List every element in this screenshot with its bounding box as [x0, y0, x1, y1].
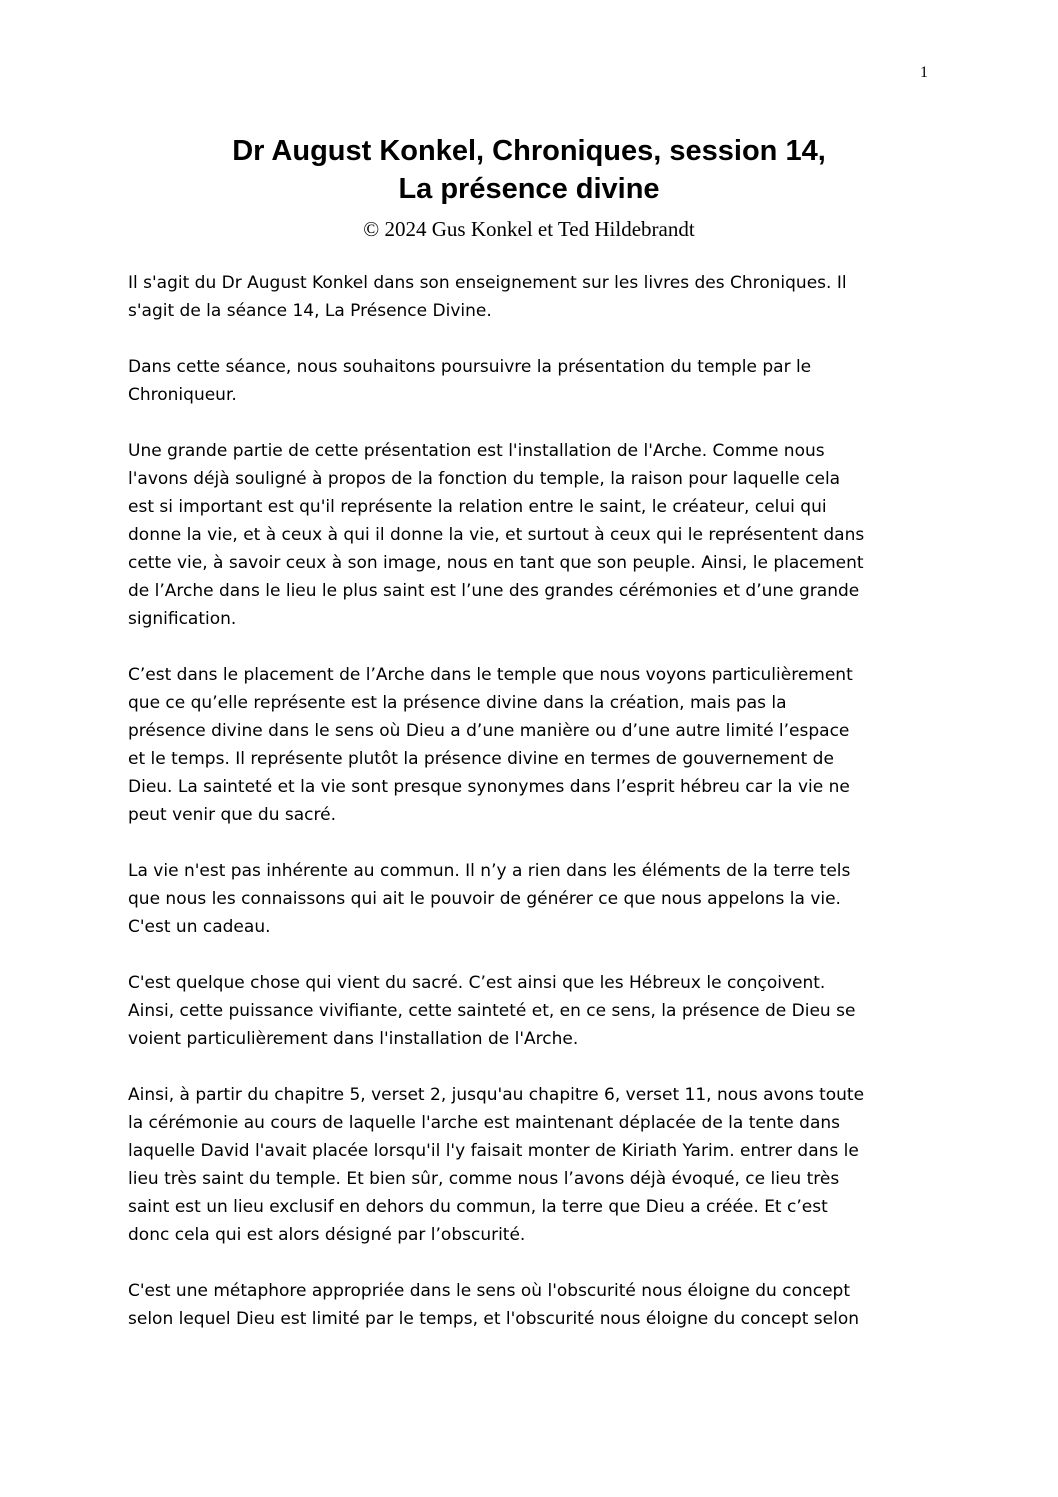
text-line: et le temps. Il représente plutôt la présence divine en termes de gouvernement de [128, 749, 834, 769]
text-line: est si important est qu'il représente la relation entre le saint, le créateur, celui qui [128, 497, 827, 517]
text-line: que nous les connaissons qui ait le pouvoir de générer ce que nous appelons la vie. [128, 889, 841, 909]
text-line: Dieu. La sainteté et la vie sont presque synonymes dans l’esprit hébreu car la vie ne [128, 777, 850, 797]
page-title-line-1: Dr August Konkel, Chroniques, session 14, [232, 135, 826, 167]
text-line: présence divine dans le sens où Dieu a d’une manière ou d’une autre limité l’espace [128, 721, 850, 741]
paragraph [128, 661, 928, 829]
text-line: saint est un lieu exclusif en dehors du commun, la terre que Dieu a créée. Et c’est [128, 1197, 828, 1217]
text-line: La vie n'est pas inhérente au commun. Il n’y a rien dans les éléments de la terre tels [128, 861, 851, 881]
paragraph [128, 353, 928, 409]
text-line: C’est dans le placement de l’Arche dans le temple que nous voyons particulièrement [128, 665, 853, 685]
text-line: laquelle David l'avait placée lorsqu'il l'y faisait monter de Kiriath Yarim. entrer dans le [128, 1141, 859, 1161]
text-line: cette vie, à savoir ceux à son image, nous en tant que son peuple. Ainsi, le placement [128, 553, 864, 573]
copyright-notice: © 2024 Gus Konkel et Ted Hildebrandt [363, 217, 695, 241]
text-line: voient particulièrement dans l'installation de l'Arche. [128, 1029, 579, 1049]
page-title [0, 132, 1058, 208]
paragraph [128, 857, 928, 941]
text-line: lieu très saint du temple. Et bien sûr, comme nous l’avons déjà évoqué, ce lieu très [128, 1169, 840, 1189]
text-line: Il s'agit du Dr August Konkel dans son enseignement sur les livres des Chroniques. Il [128, 273, 847, 293]
paragraph [128, 1277, 928, 1333]
text-line: donne la vie, et à ceux à qui il donne la vie, et surtout à ceux qui le représentent dans [128, 525, 865, 545]
text-line: C'est un cadeau. [128, 917, 271, 937]
text-line: C'est une métaphore appropriée dans le sens où l'obscurité nous éloigne du concept [128, 1281, 850, 1301]
text-line: que ce qu’elle représente est la présence divine dans la création, mais pas la [128, 693, 787, 713]
paragraph [128, 437, 928, 633]
text-line: s'agit de la séance 14, La Présence Divine. [128, 301, 492, 321]
page-number: 1 [920, 64, 928, 81]
text-line: la cérémonie au cours de laquelle l'arche est maintenant déplacée de la tente dans [128, 1113, 840, 1133]
text-line: Chroniqueur. [128, 385, 237, 405]
paragraph [128, 1081, 928, 1249]
page-title-line-2: La présence divine [398, 173, 660, 205]
document-body [128, 269, 928, 1361]
text-line: Ainsi, à partir du chapitre 5, verset 2, jusqu'au chapitre 6, verset 11, nous avons toute [128, 1085, 865, 1105]
text-line: Dans cette séance, nous souhaitons poursuivre la présentation du temple par le [128, 357, 812, 377]
text-line: Ainsi, cette puissance vivifiante, cette sainteté et, en ce sens, la présence de Dieu se [128, 1001, 856, 1021]
text-line: selon lequel Dieu est limité par le temps, et l'obscurité nous éloigne du concept selon [128, 1309, 860, 1329]
text-line: de l’Arche dans le lieu le plus saint est l’une des grandes cérémonies et d’une grande [128, 581, 860, 601]
text-line: Une grande partie de cette présentation est l'installation de l'Arche. Comme nous [128, 441, 825, 461]
text-line: peut venir que du sacré. [128, 805, 337, 825]
text-line: signification. [128, 609, 237, 629]
text-line: donc cela qui est alors désigné par l’obscurité. [128, 1225, 526, 1245]
text-line: l'avons déjà souligné à propos de la fonction du temple, la raison pour laquelle cela [128, 469, 841, 489]
text-line: C'est quelque chose qui vient du sacré. C’est ainsi que les Hébreux le conçoivent. [128, 973, 826, 993]
paragraph [128, 969, 928, 1053]
paragraph [128, 269, 928, 325]
